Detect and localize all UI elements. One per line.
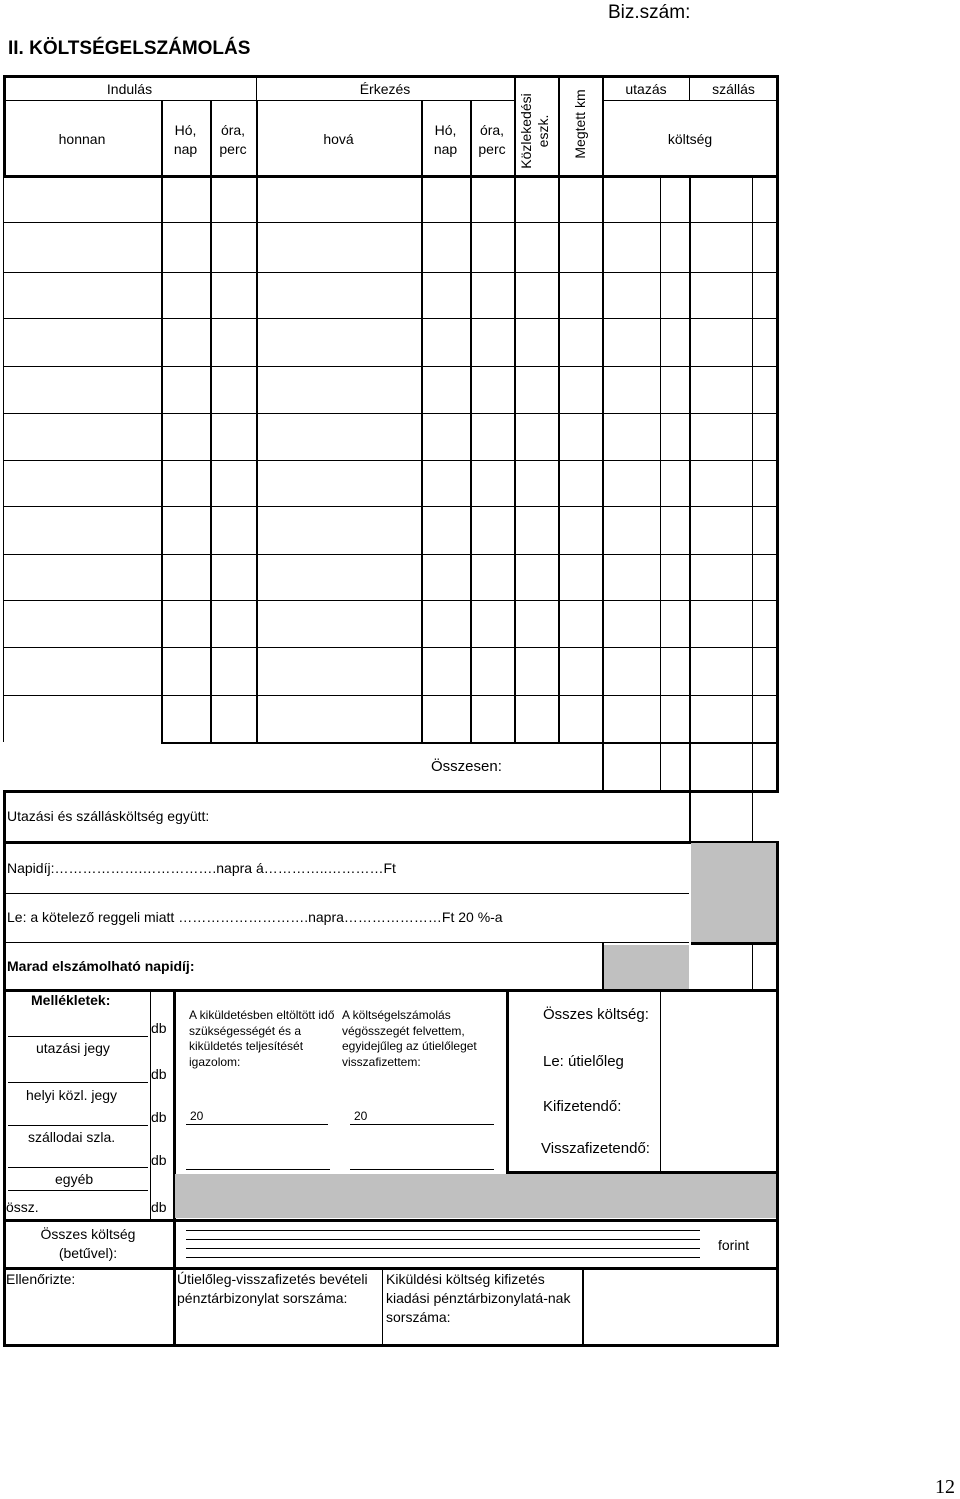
advance-deduction-label: Le: útielőleg [543,1053,624,1070]
attachments-total-unit: db [151,1199,167,1215]
accommodation-cost-header: szállás [712,81,755,97]
net-daily-allowance-label: Marad elszámolható napidíj: [7,958,195,974]
transport-means-header: Közlekedési eszk. [518,93,551,169]
page-title: II. KÖLTSÉGELSZÁMOLÁS [8,38,251,59]
to-header: hová [323,131,354,147]
total-label: Összesen: [431,758,502,775]
hour-minute-header: óra, perc [219,122,247,157]
attachment-travel-ticket: utazási jegy [36,1040,110,1056]
breakfast-deduction-line: Le: a kötelező reggeli miatt ……………………….napra…………………Ft 20 %-a [7,909,503,925]
checked-by-label: Ellenőrizte: [6,1271,76,1287]
arrival-hour-minute-header: óra, perc [478,122,506,157]
total-cost-label: Összes költség: [543,1006,649,1023]
travel-cost-header: utazás [625,81,667,97]
mission-certification-text: A kiküldetésben eltöltött idő szükségességét és a kiküldetés teljesítését igazolom: [189,1008,335,1069]
cost-header: költség [667,131,713,147]
attachments-total-label: össz. [6,1199,39,1215]
daily-allowance-line: Napidíj:……………….…………….napra á…………..…………Ft [7,860,396,876]
travel-accommodation-total-label: Utazási és szállásköltség együtt: [7,808,210,824]
attachment-count-unit: db [151,1020,167,1036]
attachment-count-unit: db [151,1066,167,1082]
attachments-title: Mellékletek: [31,992,111,1008]
arrival-month-day-header: Hó, nap [433,122,458,157]
departure-header: Indulás [106,81,153,97]
page-number: 12 [935,1476,955,1498]
advance-repayment-receipt-label: Útielőleg-visszafizetés bevételi pénztárbizonylat sorszáma: [177,1271,368,1306]
refundable-label: Visszafizetendő: [541,1140,650,1157]
currency-label: forint [718,1237,750,1253]
signature-year-right: 20 [354,1109,368,1123]
expense-payment-receipt-label: Kiküldési költség kifizetés kiadási pénztárbizonylatá-nak sorszáma: [386,1271,571,1325]
total-in-words-label: Összes költség (betűvel): [40,1226,136,1261]
arrival-header: Érkezés [359,81,411,97]
attachment-other: egyéb [55,1171,94,1187]
attachment-count-unit: db [151,1109,167,1125]
payable-label: Kifizetendő: [543,1098,622,1115]
settlement-receipt-text: A költségelszámolás végösszegét felvettem, egyidejűleg az útielőleget visszafizettem: [342,1008,477,1069]
from-header: honnan [58,131,106,147]
distance-km-header: Megtett km [572,89,588,159]
signature-year-left: 20 [190,1109,204,1123]
attachment-local-ticket: helyi közl. jegy [26,1087,118,1103]
document-number-label: Biz.szám: [608,2,691,23]
month-day-header: Hó, nap [173,122,198,157]
attachment-count-unit: db [151,1152,167,1168]
attachment-hotel-invoice: szállodai szla. [28,1129,116,1145]
